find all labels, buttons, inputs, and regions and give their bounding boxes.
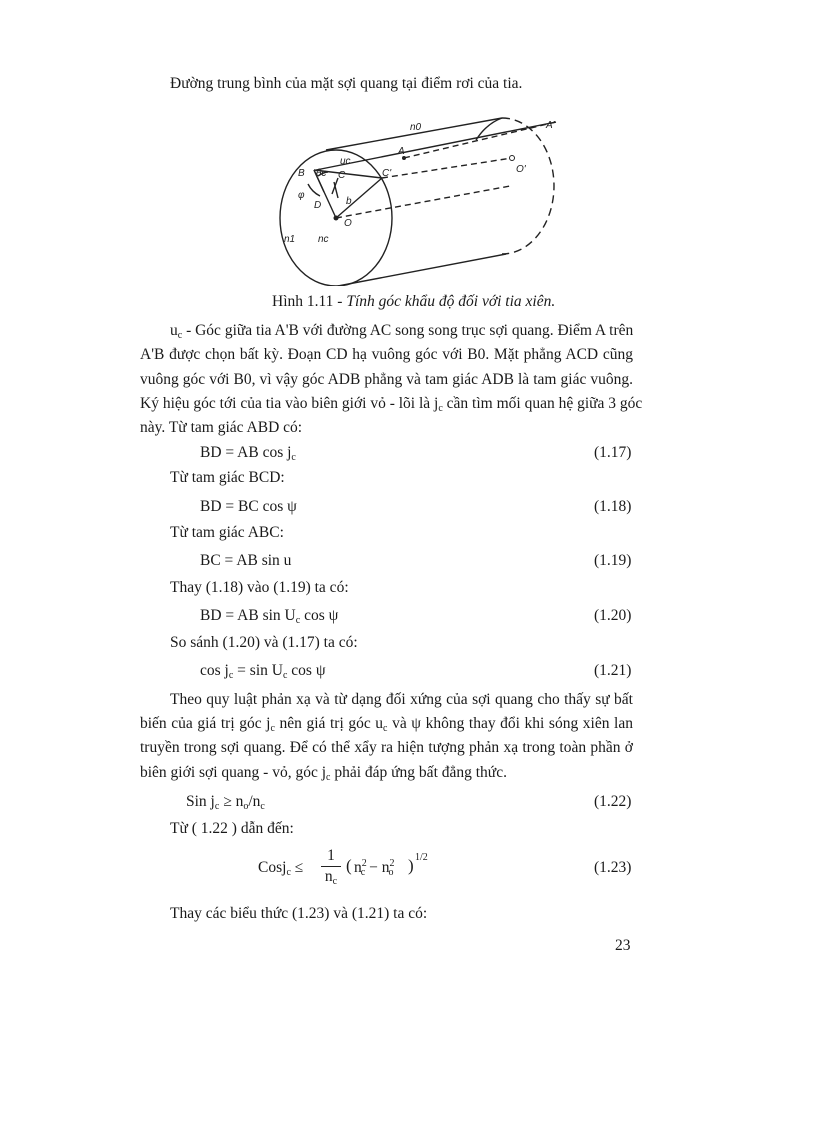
para1-line4: Ký hiệu góc tới của tia vào biên giới vỏ - lõi là $j_c$ cần tìm mối quan hệ giữa 3 góc: [140, 395, 643, 414]
para2-line4: biên giới sợi quang - vỏ, góc $j_c$ phải đáp ứng bất đẳng thức.: [140, 764, 507, 783]
label-tu: Từ ( 1.22 ) dẫn đến:: [170, 820, 294, 837]
frac-numerator: 1: [327, 847, 335, 864]
label-bcd: Từ tam giác BCD:: [170, 469, 285, 486]
eq-1-22-number: (1.22): [594, 793, 632, 810]
label-b: B: [298, 168, 305, 179]
fiber-cylinder-drawing: [276, 100, 576, 286]
eq-1-21-number: (1.21): [594, 662, 632, 679]
label-c: C: [338, 170, 346, 181]
para2-line3: truyền trong sợi quang. Để có thể xẩy ra hiện tượng phản xạ trong toàn phần ở: [140, 739, 633, 756]
eq-1-19-number: (1.19): [594, 552, 632, 569]
para1-line5: này. Từ tam giác ABD có:: [140, 419, 303, 436]
eq-1-17: BD = AB $\cos j_c$: [200, 444, 296, 463]
eq-1-22: Sin $j_c \ge n_o/n_c$: [186, 793, 265, 812]
label-o-prime: O': [516, 164, 526, 175]
label-n0: n0: [410, 122, 422, 133]
label-so-sanh: So sánh (1.20) và (1.17) ta có:: [170, 634, 358, 651]
figure-caption: Hình 1.11 - Tính góc khẩu độ đối với tia xiên.: [272, 293, 556, 310]
back-circle: [502, 118, 554, 254]
para2-line1: Theo quy luật phản xạ và từ dạng đối xứng của sợi quang cho thấy sự bất: [170, 691, 633, 708]
para1-line2: A'B được chọn bất kỳ. Đoạn CD hạ vuông góc với B0. Mặt phẳng ACD cũng: [140, 346, 633, 363]
label-uc: uc: [340, 156, 351, 167]
eq-1-21: $\cos j_c = \sin U_c$ cos ψ: [200, 662, 326, 681]
label-o: O: [344, 218, 352, 229]
label-d: D: [314, 200, 322, 211]
label-b-small: b: [346, 196, 352, 207]
page-number: 23: [615, 937, 631, 954]
eq-1-18: BD = BC cos ψ: [200, 498, 297, 515]
label-c-prime: C': [382, 168, 392, 179]
label-thay: Thay (1.18) vào (1.19) ta có:: [170, 579, 349, 596]
label-n1: n1: [284, 234, 296, 245]
label-abc: Từ tam giác ABC:: [170, 524, 284, 541]
label-theta: θc: [316, 168, 327, 179]
eq-1-23-number: (1.23): [594, 859, 632, 876]
para1-line1: $u_c$ - Góc giữa tia A'B với đường AC song song trục sợi quang. Điểm A trên: [170, 322, 634, 341]
eq-1-23: Cosj$_c$ ≤ 1 $n_c$ ( $n^2_c - n^2_o$ ) 1/2: [258, 847, 428, 887]
label-nc: nc: [318, 234, 329, 245]
para2-line2: biến của giá trị góc $j_c$ nên giá trị góc $u_c$ và ψ không thay đổi khi sóng xiên lan: [140, 715, 633, 734]
eq-1-18-number: (1.18): [594, 498, 632, 515]
label-final: Thay các biểu thức (1.23) và (1.21) ta có:: [170, 905, 428, 922]
label-a-prime: A': [546, 120, 555, 131]
label-a: A: [398, 146, 405, 157]
eq-1-19: BC = AB sin u: [200, 552, 292, 569]
para1-line3: vuông góc với B0, vì vậy góc ADB phẳng và tam giác ADB là tam giác vuông.: [140, 371, 633, 388]
figure-fiber-diagram: [276, 100, 576, 286]
eq-1-20-number: (1.20): [594, 607, 632, 624]
label-psi: φ: [298, 190, 305, 201]
intro-line: Đường trung bình của mặt sợi quang tại điểm rơi của tia.: [170, 75, 523, 92]
eq-1-20: BD = AB $\sin U_c$ cos ψ: [200, 607, 339, 626]
frac-denominator: $n_c$: [324, 868, 338, 887]
eq-1-17-number: (1.17): [594, 444, 632, 461]
